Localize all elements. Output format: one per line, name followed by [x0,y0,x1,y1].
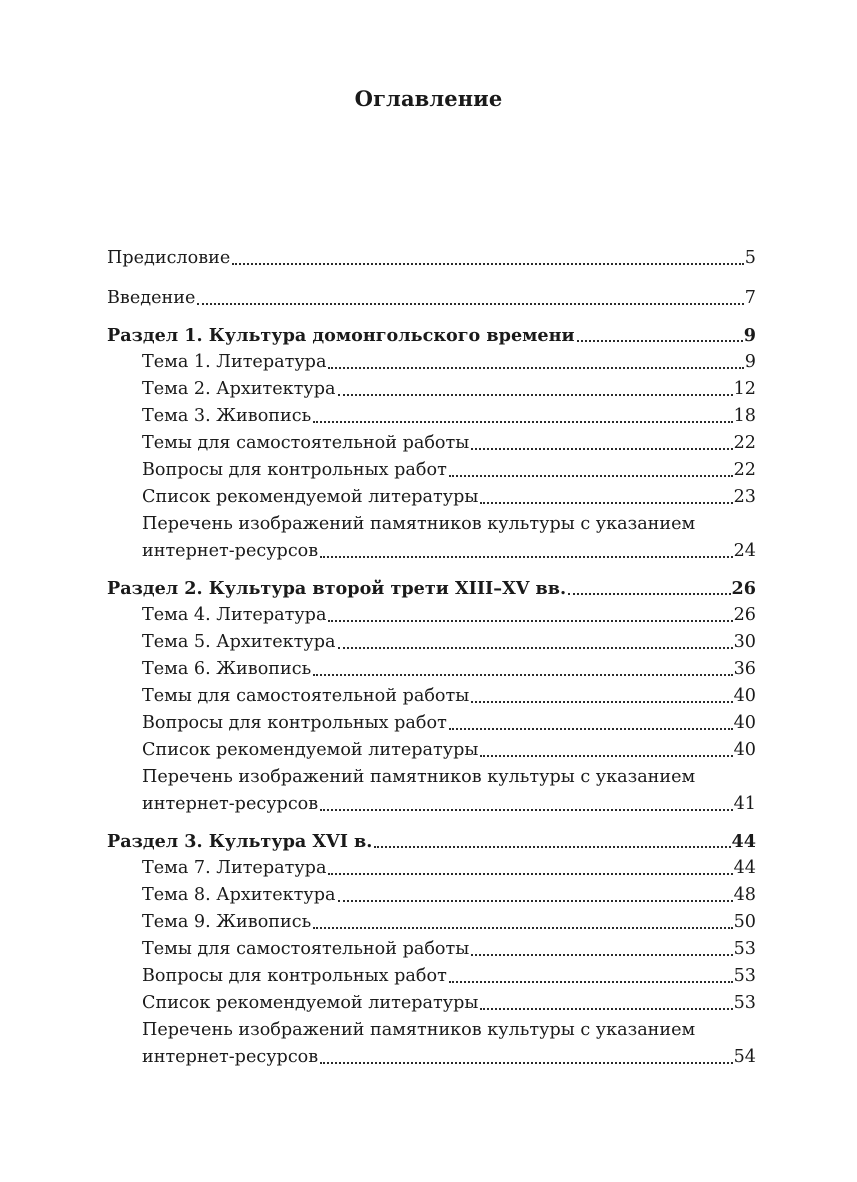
toc-section-title: Раздел 1. Культура домонгольского времени [107,325,575,346]
dot-leader [197,302,743,305]
toc-entry-label: интернет-ресурсов [142,794,319,814]
dot-leader [313,420,732,423]
toc-entry-label: Тема 2. Архитектура [142,379,336,399]
toc-topic[interactable] [107,656,756,683]
toc-section-3[interactable] [107,828,756,855]
dot-leader [577,339,743,342]
toc-entry-label: Предисловие [107,248,231,268]
toc-entry-label: Темы для самостоятельной работы [142,939,470,959]
dot-leader [328,619,732,622]
toc-topic[interactable] [107,855,756,882]
toc-topic[interactable] [107,909,756,936]
toc-entry-label: Темы для самостоятельной работы [142,433,470,453]
toc-entry-label: Тема 6. Живопись [142,659,312,679]
toc-entry-label: Тема 4. Литература [142,605,327,625]
toc-entry-label: Вопросы для контрольных работ [142,460,447,480]
toc-entry-label: Тема 3. Живопись [142,406,312,426]
toc-entry-label: Тема 8. Архитектура [142,885,336,905]
dot-leader [320,808,732,811]
toc-page-number: 7 [744,288,756,308]
toc-entry-label: интернет-ресурсов [142,541,319,561]
toc-topic-images[interactable] [107,538,756,565]
toc-topic[interactable] [107,403,756,430]
toc-section-1[interactable] [107,322,756,349]
toc-entry-label: Тема 1. Литература [142,352,327,372]
toc-images-line1[interactable]: Перечень изображений памятников культуры с указанием [142,1020,696,1040]
toc-topic[interactable] [107,457,756,484]
toc-page-number: 44 [731,831,756,852]
toc-page-number: 44 [733,858,756,878]
toc-section-title: Раздел 2. Культура второй трети XIII–XV вв. [107,578,567,599]
toc-topic[interactable] [107,936,756,963]
dot-leader [471,700,732,703]
toc-entry-label: Список рекомендуемой литературы [142,740,479,760]
dot-leader [313,926,732,929]
toc-page-number: 26 [731,578,756,599]
toc-entry-label: Список рекомендуемой литературы [142,993,479,1013]
toc-images-line1[interactable]: Перечень изображений памятников культуры с указанием [142,514,696,534]
toc-topic[interactable] [107,882,756,909]
toc-topic[interactable] [107,376,756,403]
dot-leader [568,592,730,595]
toc-entry-label: интернет-ресурсов [142,1047,319,1067]
toc-page-number: 40 [733,686,756,706]
toc-page-number: 53 [733,939,756,959]
toc-topic[interactable] [107,990,756,1017]
dot-leader [338,393,733,396]
dot-leader [313,673,732,676]
toc-page-number: 24 [733,541,756,561]
table-of-contents [107,245,756,1071]
dot-leader [471,447,732,450]
toc-topic[interactable] [107,737,756,764]
toc-page-number: 40 [733,713,756,733]
dot-leader [338,646,733,649]
toc-topic[interactable] [107,683,756,710]
toc-section-2[interactable] [107,575,756,602]
dot-leader [480,501,732,504]
dot-leader [471,953,732,956]
toc-entry-label: Темы для самостоятельной работы [142,686,470,706]
toc-page-number: 53 [733,993,756,1013]
page-title: Оглавление [354,86,503,111]
dot-leader [449,474,733,477]
toc-topic[interactable] [107,602,756,629]
toc-page-number: 41 [733,794,756,814]
dot-leader [328,366,743,369]
toc-entry-intro[interactable] [107,285,756,312]
dot-leader [449,727,733,730]
toc-entry-label: Список рекомендуемой литературы [142,487,479,507]
toc-topic-images[interactable] [107,791,756,818]
toc-section-title: Раздел 3. Культура XVI в. [107,831,373,852]
toc-topic[interactable] [107,629,756,656]
toc-page-number: 12 [733,379,756,399]
toc-entry-preface[interactable] [107,245,756,272]
toc-page-number: 36 [733,659,756,679]
dot-leader [449,980,733,983]
toc-topic-images[interactable] [107,1044,756,1071]
toc-topic[interactable] [107,710,756,737]
toc-entry-label: Тема 5. Архитектура [142,632,336,652]
toc-page-number: 22 [733,460,756,480]
toc-images-line1[interactable]: Перечень изображений памятников культуры с указанием [142,767,696,787]
dot-leader [328,872,732,875]
dot-leader [232,262,744,265]
toc-entry-label: Тема 7. Литература [142,858,327,878]
toc-entry-label: Введение [107,288,196,308]
toc-topic[interactable] [107,430,756,457]
toc-page-number: 5 [744,248,756,268]
dot-leader [320,1061,732,1064]
toc-page-number: 48 [733,885,756,905]
dot-leader [338,899,733,902]
toc-topic[interactable] [107,963,756,990]
toc-page-number: 54 [733,1047,756,1067]
toc-page-number: 26 [733,605,756,625]
dot-leader [480,754,732,757]
toc-topic[interactable] [107,349,756,376]
toc-entry-label: Тема 9. Живопись [142,912,312,932]
dot-leader [480,1007,732,1010]
toc-page-number: 53 [733,966,756,986]
toc-page-number: 40 [733,740,756,760]
toc-page-number: 30 [733,632,756,652]
toc-page-number: 9 [743,325,756,346]
toc-page-number: 22 [733,433,756,453]
toc-topic[interactable] [107,484,756,511]
dot-leader [320,555,732,558]
toc-page-number: 18 [733,406,756,426]
toc-page-number: 50 [733,912,756,932]
toc-entry-label: Вопросы для контрольных работ [142,966,447,986]
toc-page-number: 9 [744,352,756,372]
dot-leader [374,845,730,848]
toc-page-number: 23 [733,487,756,507]
toc-entry-label: Вопросы для контрольных работ [142,713,447,733]
